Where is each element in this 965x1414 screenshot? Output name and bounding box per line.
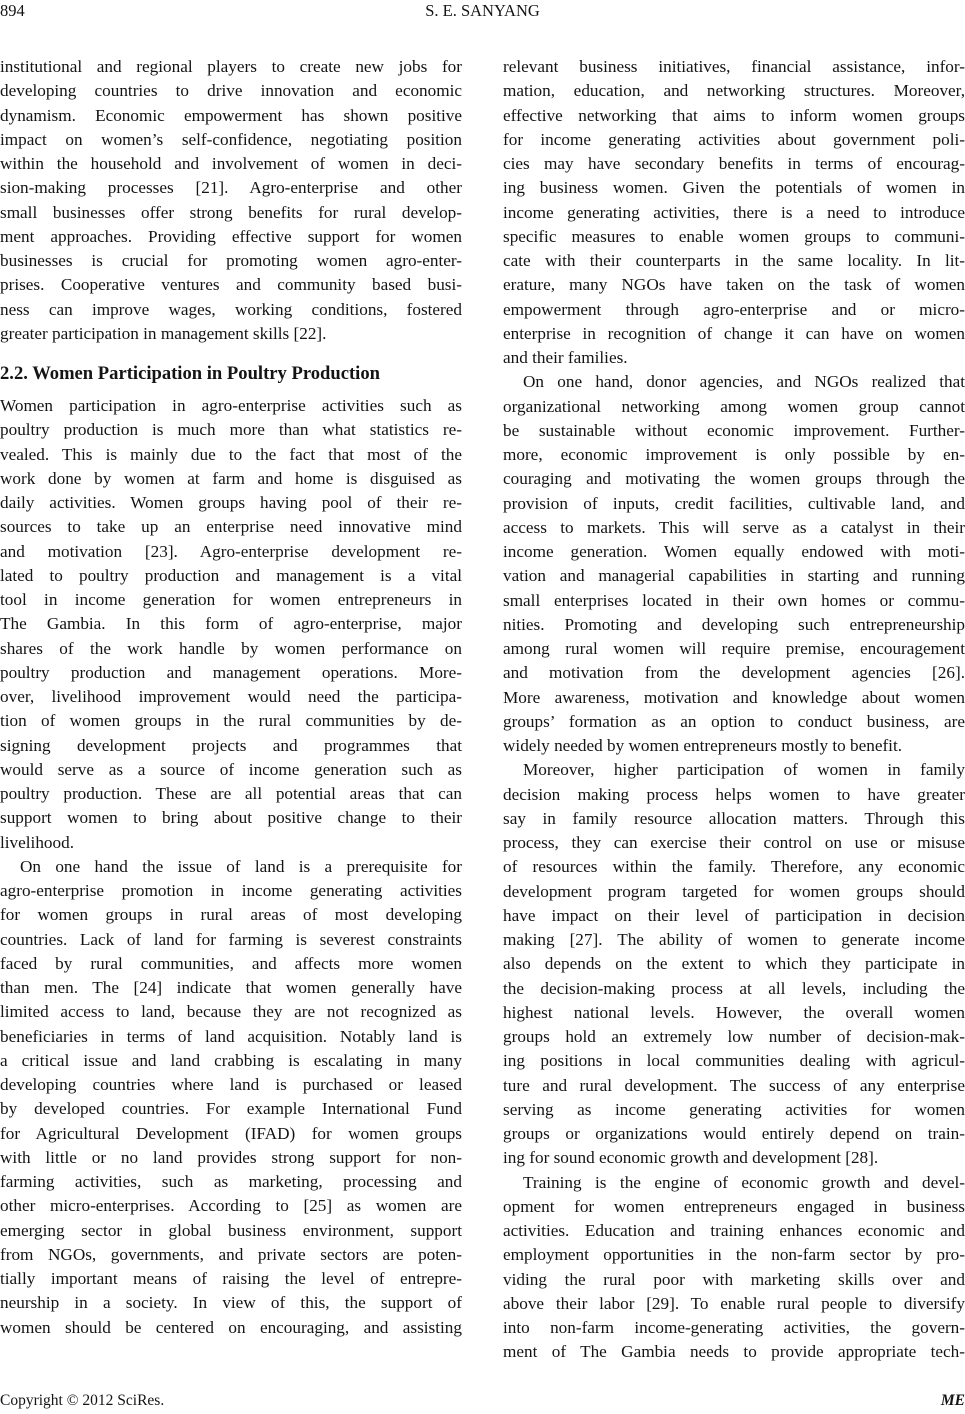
text-line: beneficiaries in terms of land acquisition. Notably land is bbox=[0, 1026, 462, 1046]
text-line: ness can improve wages, working conditions, fostered bbox=[0, 299, 462, 319]
text-line: small enterprises located in their own homes or commu- bbox=[503, 590, 965, 610]
text-line: organizational networking among women group cannot bbox=[503, 396, 965, 416]
paragraph bbox=[503, 1171, 965, 1365]
text-line: greater participation in management skills [22]. bbox=[0, 323, 327, 343]
journal-abbreviation: ME bbox=[940, 1392, 965, 1409]
paragraph bbox=[0, 55, 462, 346]
copyright-notice: Copyright © 2012 SciRes. bbox=[0, 1392, 165, 1409]
paragraph bbox=[503, 55, 965, 370]
text-line: women should be centered on encouraging, and assisting bbox=[0, 1317, 462, 1337]
text-line: employment opportunities in the non-farm sector by pro- bbox=[503, 1245, 965, 1265]
text-line: countries. Lack of land for farming is severest constraints bbox=[0, 929, 462, 949]
text-line: and motivation from the development agencies [26]. bbox=[503, 663, 965, 683]
text-line: cate with their counterparts in the same locality. In lit- bbox=[503, 251, 965, 270]
text-line: groups hold an extremely low number of decision-mak- bbox=[503, 1027, 965, 1046]
text-line: impact on women’s self-confidence, negotiating position bbox=[0, 129, 462, 149]
text-line: widely needed by women entrepreneurs mostly to benefit. bbox=[503, 736, 903, 755]
text-line: signing development projects and programmes that bbox=[0, 735, 462, 755]
text-line: vation and managerial capabilities in starting and running bbox=[503, 566, 965, 586]
text-line: ing positions in local communities dealing with agricul- bbox=[503, 1051, 965, 1071]
text-line: for income generating activities about government poli- bbox=[503, 129, 965, 149]
text-line: More awareness, motivation and knowledge about women bbox=[503, 687, 965, 707]
text-line: tion of women groups in the rural communities by de- bbox=[0, 711, 462, 731]
text-line: work done by women at farm and home is disguised as bbox=[0, 468, 462, 488]
text-line: development program targeted for women groups should bbox=[503, 881, 965, 901]
text-line: into non-farm income-generating activities, the govern- bbox=[503, 1318, 965, 1337]
text-line: The Gambia. In this form of agro-enterprise, major bbox=[0, 614, 462, 634]
text-line: vealed. This is mainly due to the fact that most of the bbox=[0, 444, 462, 464]
text-line: income generating activities, there is a need to introduce bbox=[503, 202, 965, 222]
text-line: Training is the engine of economic growth and devel- bbox=[523, 1172, 965, 1192]
text-line: dynamism. Economic empowerment has shown positive bbox=[0, 105, 462, 125]
text-line: poultry production and management operations. More- bbox=[0, 662, 462, 682]
text-line: tool in income generation for women entrepreneurs in bbox=[0, 590, 462, 609]
text-line: also depends on the extent to which they participate in bbox=[503, 954, 965, 974]
text-line: the decision-making process at all levels, including the bbox=[503, 978, 965, 998]
text-line: say in family resource allocation matters. Through this bbox=[503, 808, 965, 828]
text-line: limited access to land, because they are not recognized as bbox=[0, 1002, 462, 1022]
paragraph bbox=[0, 855, 462, 1340]
text-line: from NGOs, governments, and private sectors are poten- bbox=[0, 1244, 462, 1264]
text-line: livelihood. bbox=[0, 832, 74, 852]
text-line: sources to take up an enterprise need innovative mind bbox=[0, 517, 462, 537]
text-line: would serve as a source of income generation such as bbox=[0, 759, 462, 779]
text-line: On one hand the issue of land is a prerequisite for bbox=[20, 856, 462, 876]
text-line: couraging and motivating the women groups through the bbox=[503, 469, 965, 489]
text-line: have impact on their level of participation in decision bbox=[503, 905, 965, 925]
text-line: ture and rural development. The success of any enterprise bbox=[503, 1075, 965, 1095]
text-line: Women participation in agro-enterprise activities such as bbox=[0, 396, 462, 415]
text-line: empowerment through agro-enterprise and or micro- bbox=[503, 299, 965, 319]
text-line: groups or organizations would entirely depend on train- bbox=[503, 1124, 965, 1143]
right-column bbox=[503, 55, 965, 1365]
running-head-author: S. E. SANYANG bbox=[425, 1, 540, 20]
text-line: provision of inputs, credit facilities, cultivable land, and bbox=[503, 493, 965, 513]
text-line: relevant business initiatives, financial assistance, infor- bbox=[503, 57, 965, 76]
text-line: ing business women. Given the potentials of women in bbox=[503, 178, 965, 198]
text-line: more, economic improvement is only possible by en- bbox=[503, 445, 965, 464]
text-line: emerging sector in global business environment, support bbox=[0, 1220, 462, 1240]
text-line: for Agricultural Development (IFAD) for women groups bbox=[0, 1123, 462, 1143]
left-column bbox=[0, 55, 462, 1340]
text-line: poultry production is much more than what statistics re- bbox=[0, 420, 462, 440]
text-line: lated to poultry production and management is a vital bbox=[0, 565, 462, 585]
text-line: by developed countries. For example International Fund bbox=[0, 1099, 462, 1119]
page-number: 894 bbox=[0, 1, 25, 20]
text-line: process, they can exercise their control on use or misuse bbox=[503, 833, 965, 852]
text-line: above their labor [29]. To enable rural people to diversify bbox=[503, 1293, 965, 1313]
text-line: mation, education, and networking structures. Moreover, bbox=[503, 81, 965, 101]
text-line: shares of the work handle by women performance on bbox=[0, 638, 462, 658]
text-line: neurship in a society. In view of this, the support of bbox=[0, 1293, 462, 1313]
section-heading: 2.2. Women Participation in Poultry Production bbox=[0, 363, 380, 384]
text-line: small businesses offer strong benefits for rural develop- bbox=[0, 202, 462, 222]
text-line: ment approaches. Providing effective support for women bbox=[0, 226, 462, 246]
text-line: businesses is crucial for promoting women agro-enter- bbox=[0, 251, 462, 270]
text-line: among rural women will require premise, encouragement bbox=[503, 639, 965, 658]
text-line: Moreover, higher participation of women in family bbox=[523, 760, 965, 780]
text-line: over, livelihood improvement would need the participa- bbox=[0, 687, 462, 706]
text-line: farming activities, such as marketing, processing and bbox=[0, 1172, 462, 1191]
text-line: of resources within the family. Therefore, any economic bbox=[503, 857, 965, 877]
text-line: institutional and regional players to create new jobs for bbox=[0, 57, 462, 76]
text-line: other micro-enterprises. According to [25] as women are bbox=[0, 1196, 462, 1216]
text-line: poultry production. These are all potential areas that can bbox=[0, 784, 462, 803]
text-line: ing for sound economic growth and development [28]. bbox=[503, 1148, 879, 1168]
text-line: opment for women entrepreneurs engaged in business bbox=[503, 1196, 965, 1216]
text-line: a critical issue and land crabbing is escalating in many bbox=[0, 1050, 462, 1070]
text-line: viding the rural poor with marketing skills over and bbox=[503, 1269, 965, 1289]
paragraph bbox=[0, 394, 462, 855]
text-line: tially important means of raising the level of entrepre- bbox=[0, 1269, 462, 1288]
text-line: sion-making processes [21]. Agro-enterprise and other bbox=[0, 178, 462, 198]
text-line: agro-enterprise promotion in income generating activities bbox=[0, 881, 462, 900]
text-line: On one hand, donor agencies, and NGOs realized that bbox=[523, 372, 965, 392]
text-line: support women to bring about positive change to their bbox=[0, 808, 462, 828]
text-line: with little or no land provides strong support for non- bbox=[0, 1147, 462, 1167]
text-line: and motivation [23]. Agro-enterprise development re- bbox=[0, 541, 462, 561]
text-line: prises. Cooperative ventures and community based busi- bbox=[0, 275, 462, 295]
text-line: within the household and involvement of women in deci- bbox=[0, 154, 462, 173]
text-line: developing countries where land is purchased or leased bbox=[0, 1075, 462, 1094]
text-line: decision making process helps women to have greater bbox=[503, 784, 965, 804]
text-line: effective networking that aims to inform women groups bbox=[503, 105, 965, 125]
text-line: developing countries to drive innovation and economic bbox=[0, 81, 462, 101]
text-line: nities. Promoting and developing such entrepreneurship bbox=[503, 614, 965, 634]
text-line: serving as income generating activities for women bbox=[503, 1099, 965, 1119]
text-line: access to markets. This will serve as a catalyst in their bbox=[503, 517, 965, 537]
text-line: enterprise in recognition of change it can have on women bbox=[503, 323, 965, 343]
text-line: groups’ formation as an option to conduct business, are bbox=[503, 711, 965, 731]
text-line: ment of The Gambia needs to provide appropriate tech- bbox=[503, 1342, 965, 1362]
text-line: highest national levels. However, the overall women bbox=[503, 1002, 965, 1022]
text-line: erature, many NGOs have taken on the task of women bbox=[503, 275, 965, 295]
page-footer bbox=[0, 1391, 965, 1413]
paragraph bbox=[503, 370, 965, 758]
text-line: be sustainable without economic improvement. Further- bbox=[503, 420, 965, 440]
text-line: cies may have secondary benefits in terms of encourag- bbox=[503, 154, 965, 173]
running-head bbox=[0, 0, 965, 24]
text-line: faced by rural communities, and affects more women bbox=[0, 953, 462, 973]
text-line: daily activities. Women groups having pool of their re- bbox=[0, 493, 462, 512]
text-line: specific measures to enable women groups to communi- bbox=[503, 226, 965, 246]
text-line: income generation. Women equally endowed with moti- bbox=[503, 542, 965, 561]
paragraph bbox=[503, 758, 965, 1170]
text-line: than men. The [24] indicate that women generally have bbox=[0, 978, 462, 997]
text-line: making [27]. The ability of women to generate income bbox=[503, 930, 965, 949]
text-line: for women groups in rural areas of most developing bbox=[0, 905, 462, 925]
text-line: activities. Education and training enhances economic and bbox=[503, 1221, 965, 1240]
text-line: and their families. bbox=[503, 348, 628, 367]
